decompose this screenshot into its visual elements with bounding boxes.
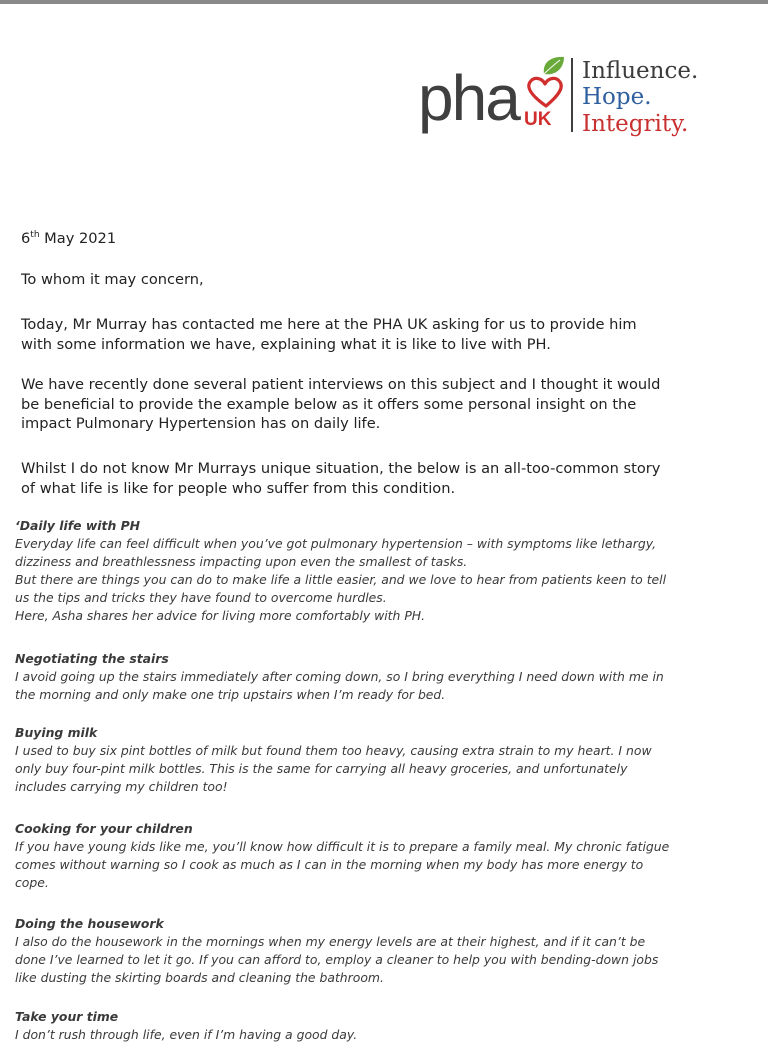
section-heading: Negotiating the stairs [15,651,169,666]
quote-intro-line: But there are things you can do to make life a little easier, and we love to hear from patients keen to tell us the tips and tricks they have found to overcome hurdles. [15,572,667,605]
tagline-hope: Hope. [582,84,652,110]
logo-divider [571,58,573,132]
logo-wordmark: pha [418,62,519,134]
section-heading: Take your time [15,1009,119,1024]
section-text: I used to buy six pint bottles of milk but found them too heavy, causing extra strain to my heart. I now only buy four-pint milk bottles. This is the same for carrying all heavy groceries, and unfortunately includes carrying my children too! [15,743,652,794]
quote-section-stairs [15,650,675,704]
section-text: I also do the housework in the mornings when my energy levels are at their highest, and if it can’t be done I’ve learned to let it go. If you can afford to, employ a cleaner to help you with bending-down jobs like dusting the skirting boards and cleaning the bathroom. [15,934,659,985]
top-edge-rule [0,0,768,4]
tagline-influence: Influence. [582,58,699,84]
quote-section-cooking [15,820,675,892]
quote-section-milk [15,724,675,796]
salutation: To whom it may concern, [21,271,204,288]
quote-section-housework [15,915,675,987]
section-heading: Cooking for your children [15,821,193,836]
paragraph-interviews: We have recently done several patient interviews on this subject and I thought it would be beneficial to provide the example below as it offers some personal insight on the impact Pulmonary Hypertension has on daily life. [21,376,661,432]
quote-intro-line: Everyday life can feel difficult when you’ve got pulmonary hypertension – with symptoms like lethargy, dizziness and breathlessness impacting upon even the smallest of tasks. [15,536,657,569]
date-month-year: May 2021 [39,230,117,247]
date-suffix: th [30,230,40,241]
pha-uk-logo [418,52,718,144]
paragraph-situation: Whilst I do not know Mr Murrays unique situation, the below is an all-too-common story of what life is like for people who suffer from this condition. [21,460,661,497]
quote-title: ‘Daily life with PH [15,518,141,533]
date-day: 6 [21,230,31,247]
quote-section-time [15,1008,675,1044]
letter-date [21,229,661,249]
paragraph-intro: Today, Mr Murray has contacted me here at the PHA UK asking for us to provide him with some information we have, explaining what it is like to live with PH. [21,316,637,353]
section-text: I avoid going up the stairs immediately after coming down, so I bring everything I need down with me in the morning and only make one trip upstairs when I’m ready for bed. [15,669,664,702]
quote-intro-line: Here, Asha shares her advice for living more comfortably with PH. [15,608,426,623]
quote-intro-block [15,517,675,625]
section-text: If you have young kids like me, you’ll know how difficult it is to prepare a family meal. My chronic fatigue comes without warning so I cook as much as I can in the morning when my body has more energy to cope. [15,839,670,890]
tagline-integrity: Integrity. [582,111,689,137]
logo-country: UK [524,109,552,130]
section-heading: Buying milk [15,725,98,740]
section-text: I don’t rush through life, even if I’m having a good day. [15,1027,358,1042]
section-heading: Doing the housework [15,916,164,931]
